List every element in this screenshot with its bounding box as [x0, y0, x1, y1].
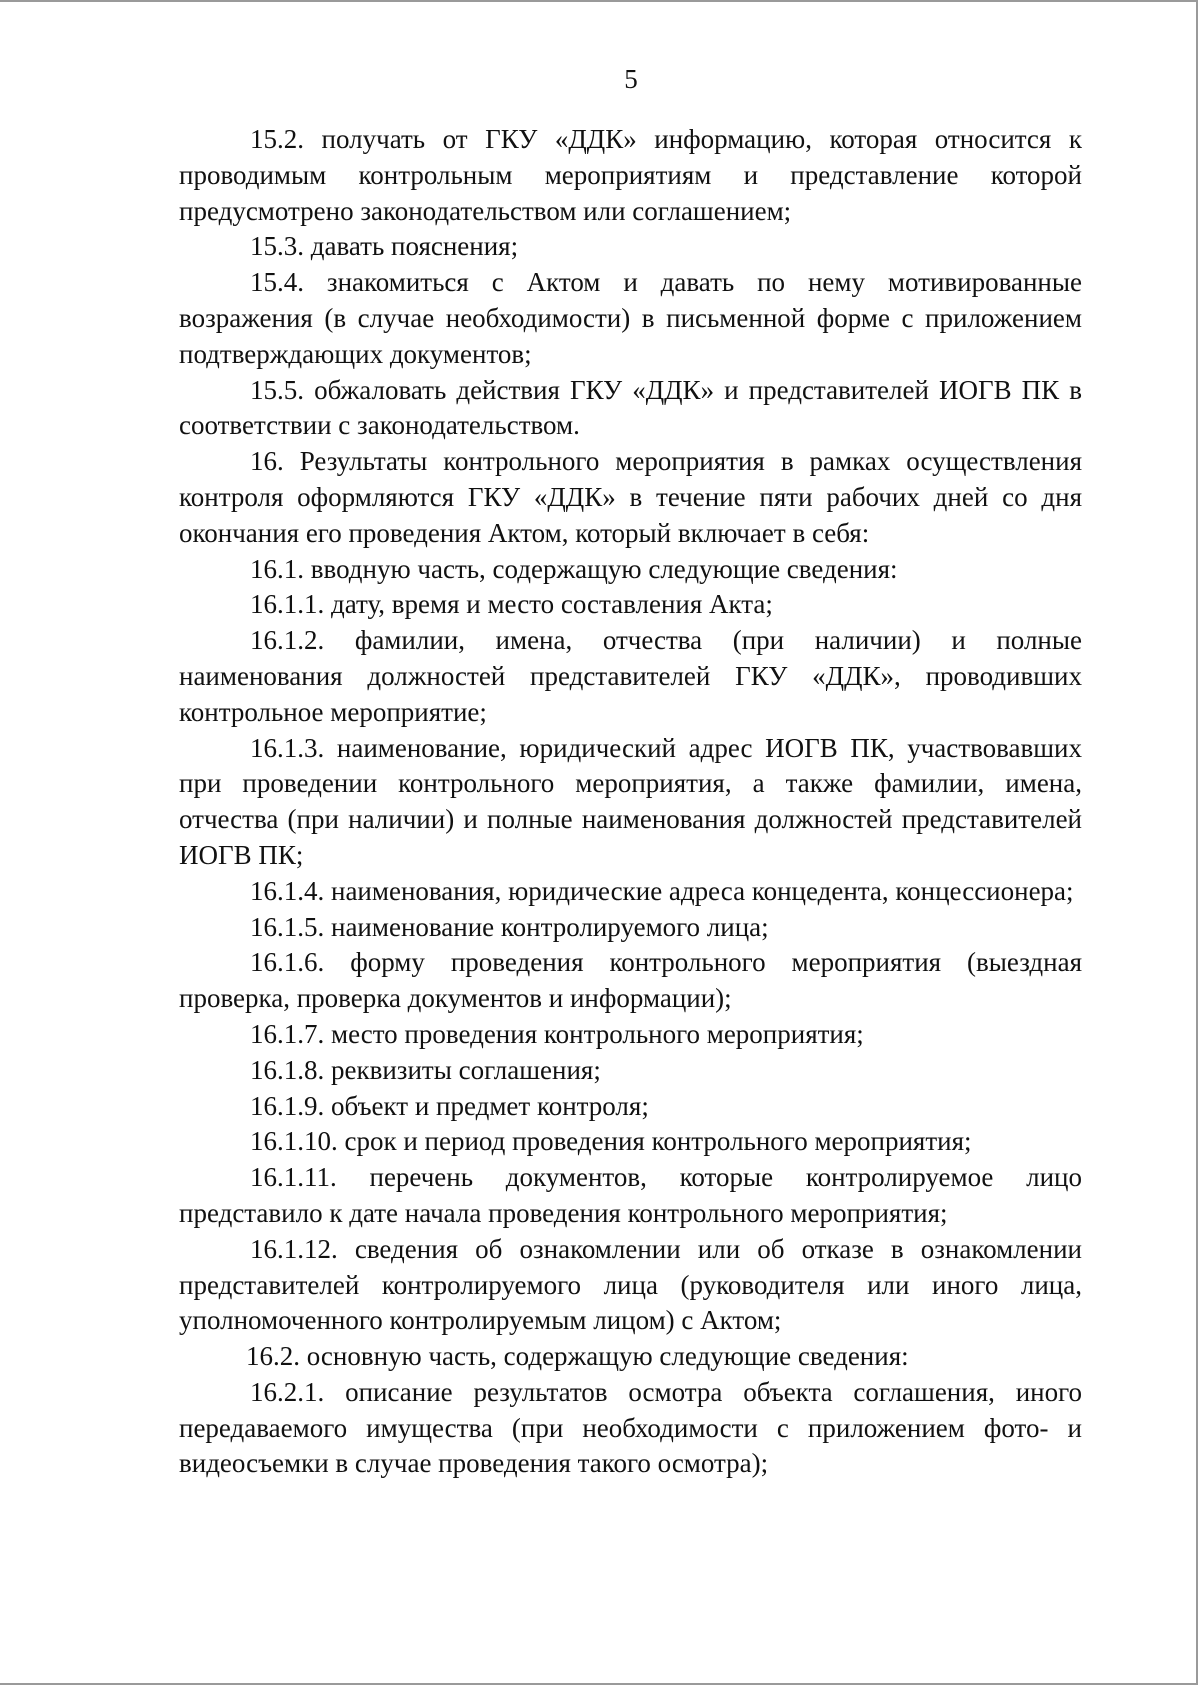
paragraph-16-1-3: 16.1.3. наименование, юридический адрес ИОГВ ПК, участвовавших при проведении контрольного мероприятия, а также фамилии, имена, отчества (при наличии) и полные наименования должностей представителей ИОГВ ПК; — [179, 732, 1082, 870]
paragraph-16-1-9: 16.1.9. объект и предмет контроля; — [250, 1090, 649, 1121]
paragraph-15-5: 15.5. обжаловать действия ГКУ «ДДК» и представителей ИОГВ ПК в соответствии с законодательством. — [179, 374, 1082, 441]
document-body — [179, 122, 1082, 1482]
paragraph-16-1-12: 16.1.12. сведения об ознакомлении или об отказе в ознакомлении представителей контролируемого лица (руководителя или иного лица, уполномоченного контролируемым лицом) с Актом; — [179, 1233, 1082, 1336]
paragraph-16-1-5: 16.1.5. наименование контролируемого лица; — [250, 911, 769, 942]
paragraph-16-1: 16.1. вводную часть, содержащую следующие сведения: — [250, 553, 898, 584]
paragraph-16: 16. Результаты контрольного мероприятия в рамках осуществления контроля оформляются ГКУ «ДДК» в течение пяти рабочих дней со дня окончания его проведения Актом, который включает в себя: — [179, 446, 1082, 548]
paragraph-16-1-10: 16.1.10. срок и период проведения контрольного мероприятия; — [250, 1126, 972, 1157]
paragraph-15-2: 15.2. получать от ГКУ «ДДК» информацию, которая относится к проводимым контрольным мероприятиям и представление которой предусмотрено законодательством или соглашением; — [179, 124, 1082, 226]
paragraph-16-2: 16.2. основную часть, содержащую следующие сведения: — [246, 1341, 909, 1372]
paragraph-15-3: 15.3. давать пояснения; — [250, 231, 519, 262]
page-number: 5 — [624, 64, 638, 94]
paragraph-16-1-11: 16.1.11. перечень документов, которые контролируемое лицо представило к дате начала проведения контрольного мероприятия; — [179, 1162, 1082, 1228]
paragraph-16-1-8: 16.1.8. реквизиты соглашения; — [250, 1054, 601, 1085]
paragraph-16-1-6: 16.1.6. форму проведения контрольного мероприятия (выездная проверка, проверка документов и информации); — [179, 947, 1082, 1014]
paragraph-16-1-4: 16.1.4. наименования, юридические адреса концедента, концессионера; — [250, 875, 1074, 906]
paragraph-16-1-7: 16.1.7. место проведения контрольного мероприятия; — [250, 1018, 864, 1049]
paragraph-16-1-1: 16.1.1. дату, время и место составления Акта; — [250, 589, 773, 620]
paragraph-16-2-1: 16.2.1. описание результатов осмотра объекта соглашения, иного передаваемого имущества (при необходимости с приложением фото- и видеосъемки в случае проведения такого осмотра); — [179, 1376, 1082, 1479]
paragraph-15-4: 15.4. знакомиться с Актом и давать по нему мотивированные возражения (в случае необходимости) в письменной форме с приложением подтверждающих документов; — [179, 267, 1082, 369]
paragraph-16-1-2: 16.1.2. фамилии, имена, отчества (при наличии) и полные наименования должностей представителей ГКУ «ДДК», проводивших контрольное мероприятие; — [179, 625, 1082, 727]
